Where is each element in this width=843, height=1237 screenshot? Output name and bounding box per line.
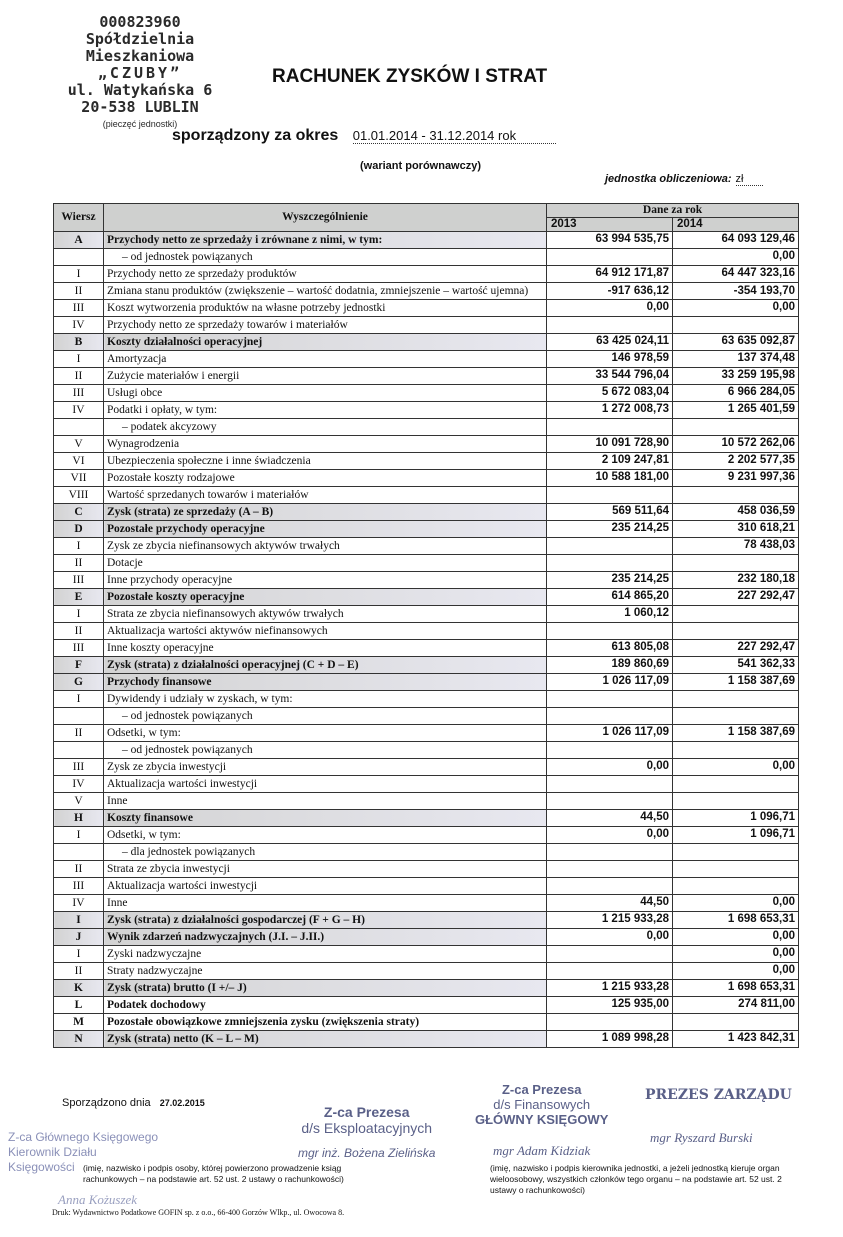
- row-description: Amortyzacja: [104, 351, 547, 368]
- row-description: Zmiana stanu produktów (zwiększenie – wartość dodatnia, zmniejszenie – wartość ujemna): [104, 283, 547, 300]
- table-row: [54, 351, 799, 368]
- row-code: H: [54, 810, 104, 827]
- row-value-2014: 0,00: [673, 759, 799, 776]
- table-row: [54, 640, 799, 657]
- stamp-number: 000823960: [99, 13, 181, 31]
- row-description: Zysk (strata) netto (K – L – M): [104, 1031, 547, 1048]
- table-row: [54, 963, 799, 980]
- row-code: IV: [54, 317, 104, 334]
- row-code: I: [54, 691, 104, 708]
- right-signature-note: (imię, nazwisko i podpis kierownika jednostki, a jeżeli jednostką kieruje organ wieloosobowy, wszystkich członków tego organu – na podstawie art. 52 ust. 2 ustawy o rachunkowości): [490, 1163, 782, 1195]
- chief-accountant-stamp: [475, 1082, 608, 1127]
- row-value-2014: [673, 419, 799, 436]
- table-row: [54, 334, 799, 351]
- row-value-2014: [673, 708, 799, 725]
- row-code: I: [54, 606, 104, 623]
- table-row: [54, 402, 799, 419]
- table-row: [54, 980, 799, 997]
- right-stamp-sub: d/s Finansowych: [493, 1097, 591, 1112]
- stamp-city: 20-538 LUBLIN: [81, 98, 199, 116]
- row-value-2014: 33 259 195,98: [673, 368, 799, 385]
- table-row: [54, 810, 799, 827]
- table-row: [54, 385, 799, 402]
- row-value-2014: [673, 555, 799, 572]
- header-desc: Wyszczególnienie: [104, 204, 547, 232]
- row-description: Ubezpieczenia społeczne i inne świadczenia: [104, 453, 547, 470]
- row-description: Straty nadzwyczajne: [104, 963, 547, 980]
- row-description: Odsetki, w tym:: [104, 725, 547, 742]
- row-description: Strata ze zbycia niefinansowych aktywów trwałych: [104, 606, 547, 623]
- row-description: Strata ze zbycia inwestycji: [104, 861, 547, 878]
- stamp-name2: „CZUBY”: [97, 64, 183, 82]
- row-value-2013: [547, 946, 673, 963]
- row-value-2013: [547, 249, 673, 266]
- table-row: [54, 895, 799, 912]
- mid-stamp-sub: d/s Eksploatacyjnych: [301, 1120, 433, 1136]
- row-value-2014: [673, 793, 799, 810]
- row-code: I: [54, 351, 104, 368]
- period-value: 01.01.2014 - 31.12.2014 rok: [353, 128, 556, 144]
- table-row: [54, 912, 799, 929]
- row-description: Zysk ze zbycia niefinansowych aktywów trwałych: [104, 538, 547, 555]
- row-value-2013: 64 912 171,87: [547, 266, 673, 283]
- row-value-2014: 137 374,48: [673, 351, 799, 368]
- row-value-2014: 458 036,59: [673, 504, 799, 521]
- row-value-2013: [547, 861, 673, 878]
- row-description: Wartość sprzedanych towarów i materiałów: [104, 487, 547, 504]
- table-row: [54, 861, 799, 878]
- row-value-2014: 9 231 997,36: [673, 470, 799, 487]
- row-description: Podatki i opłaty, w tym:: [104, 402, 547, 419]
- row-value-2013: 1 026 117,09: [547, 674, 673, 691]
- president-stamp: PREZES ZARZĄDU: [645, 1087, 792, 1103]
- row-value-2014: 1 158 387,69: [673, 674, 799, 691]
- row-code: [54, 742, 104, 759]
- president-name: mgr Ryszard Burski: [650, 1130, 753, 1145]
- row-description: Przychody netto ze sprzedaży towarów i materiałów: [104, 317, 547, 334]
- prepared-date: [62, 1097, 205, 1109]
- row-description: Pozostałe obowiązkowe zmniejszenia zysku (zwiększenia straty): [104, 1014, 547, 1031]
- row-value-2014: [673, 776, 799, 793]
- table-row: [54, 572, 799, 589]
- row-value-2013: [547, 487, 673, 504]
- row-value-2013: 1 272 008,73: [547, 402, 673, 419]
- row-value-2013: 5 672 083,04: [547, 385, 673, 402]
- row-value-2013: 63 994 535,75: [547, 232, 673, 249]
- date-label: Sporządzono dnia: [62, 1097, 151, 1109]
- row-value-2013: [547, 1014, 673, 1031]
- row-value-2013: 146 978,59: [547, 351, 673, 368]
- row-code: III: [54, 385, 104, 402]
- row-description: Zysk (strata) ze sprzedaży (A – B): [104, 504, 547, 521]
- row-value-2013: [547, 708, 673, 725]
- row-value-2014: 1 265 401,59: [673, 402, 799, 419]
- row-code: II: [54, 368, 104, 385]
- row-code: II: [54, 725, 104, 742]
- row-description: Zyski nadzwyczajne: [104, 946, 547, 963]
- row-description: Koszty finansowe: [104, 810, 547, 827]
- row-value-2014: 1 096,71: [673, 810, 799, 827]
- table-row: [54, 453, 799, 470]
- stamp-caption: (pieczęć jednostki): [102, 119, 178, 129]
- table-row: [54, 504, 799, 521]
- row-code: IV: [54, 402, 104, 419]
- row-value-2013: [547, 793, 673, 810]
- table-row: [54, 946, 799, 963]
- right-stamp-role: GŁÓWNY KSIĘGOWY: [475, 1112, 609, 1127]
- table-row: [54, 538, 799, 555]
- row-value-2014: [673, 691, 799, 708]
- accountant-name: mgr Adam Kidziak: [493, 1143, 591, 1158]
- row-value-2014: [673, 742, 799, 759]
- row-value-2013: -917 636,12: [547, 283, 673, 300]
- row-description: Zużycie materiałów i energii: [104, 368, 547, 385]
- row-code: K: [54, 980, 104, 997]
- mid-stamp-name: mgr inż. Bożena Zielińska: [298, 1146, 436, 1160]
- row-value-2014: 6 966 284,05: [673, 385, 799, 402]
- row-value-2014: 1 423 842,31: [673, 1031, 799, 1048]
- row-code: I: [54, 946, 104, 963]
- row-value-2013: [547, 691, 673, 708]
- row-value-2014: 78 438,03: [673, 538, 799, 555]
- row-value-2014: 0,00: [673, 946, 799, 963]
- row-value-2014: [673, 606, 799, 623]
- period: [172, 127, 556, 145]
- row-code: C: [54, 504, 104, 521]
- row-value-2013: [547, 317, 673, 334]
- row-value-2013: 235 214,25: [547, 572, 673, 589]
- row-code: IV: [54, 776, 104, 793]
- row-code: VII: [54, 470, 104, 487]
- row-code: E: [54, 589, 104, 606]
- row-value-2013: 614 865,20: [547, 589, 673, 606]
- row-value-2013: [547, 776, 673, 793]
- row-value-2014: 227 292,47: [673, 589, 799, 606]
- row-description: Zysk (strata) z działalności gospodarczej (F + G – H): [104, 912, 547, 929]
- row-code: F: [54, 657, 104, 674]
- table-row: [54, 674, 799, 691]
- row-description: Zysk (strata) brutto (I +/– J): [104, 980, 547, 997]
- table-row: [54, 521, 799, 538]
- row-description: Usługi obce: [104, 385, 547, 402]
- variant-note: (wariant porównawczy): [360, 160, 482, 172]
- row-value-2013: 0,00: [547, 759, 673, 776]
- header-year-2014: 2014: [673, 218, 799, 232]
- date-value: 27.02.2015: [159, 1098, 205, 1108]
- row-code: A: [54, 232, 104, 249]
- row-code: I: [54, 538, 104, 555]
- row-value-2014: 541 362,33: [673, 657, 799, 674]
- row-description: Pozostałe koszty rodzajowe: [104, 470, 547, 487]
- row-value-2014: 1 158 387,69: [673, 725, 799, 742]
- row-value-2014: 10 572 262,06: [673, 436, 799, 453]
- row-code: II: [54, 283, 104, 300]
- row-value-2013: [547, 555, 673, 572]
- row-code: VIII: [54, 487, 104, 504]
- header-year-2013: 2013: [547, 218, 673, 232]
- row-code: M: [54, 1014, 104, 1031]
- row-value-2013: [547, 623, 673, 640]
- row-description: Przychody netto ze sprzedaży i zrównane z nimi, w tym:: [104, 232, 547, 249]
- left-signature-note: (imię, nazwisko i podpis osoby, której powierzono prowadzenie ksiąg rachunkowych – na podstawie art. 52 ust. 2 ustawy o rachunkowości): [83, 1163, 344, 1184]
- row-value-2013: 63 425 024,11: [547, 334, 673, 351]
- row-value-2013: [547, 419, 673, 436]
- row-value-2013: 189 860,69: [547, 657, 673, 674]
- row-description: – podatek akcyzowy: [104, 419, 547, 436]
- unit-label: jednostka obliczeniowa:: [605, 173, 732, 185]
- row-code: G: [54, 674, 104, 691]
- row-value-2013: 10 091 728,90: [547, 436, 673, 453]
- row-value-2013: [547, 538, 673, 555]
- row-description: Zysk (strata) z działalności operacyjnej (C + D – E): [104, 657, 547, 674]
- row-description: Inne koszty operacyjne: [104, 640, 547, 657]
- row-code: II: [54, 963, 104, 980]
- row-value-2014: 232 180,18: [673, 572, 799, 589]
- row-description: Inne: [104, 895, 547, 912]
- table-body: [54, 232, 799, 1048]
- table-row: [54, 1014, 799, 1031]
- row-value-2014: 1 096,71: [673, 827, 799, 844]
- row-value-2014: 64 093 129,46: [673, 232, 799, 249]
- income-statement-table: [53, 203, 799, 1048]
- row-code: III: [54, 640, 104, 657]
- table-row: [54, 283, 799, 300]
- row-value-2014: [673, 317, 799, 334]
- row-code: II: [54, 861, 104, 878]
- table-row: [54, 436, 799, 453]
- row-code: VI: [54, 453, 104, 470]
- row-description: – od jednostek powiązanych: [104, 742, 547, 759]
- unit: [605, 173, 763, 185]
- left-signature-name: Anna Kożuszek: [58, 1192, 138, 1207]
- row-code: B: [54, 334, 104, 351]
- table-row: [54, 419, 799, 436]
- row-value-2013: 0,00: [547, 300, 673, 317]
- document-title: RACHUNEK ZYSKÓW I STRAT: [272, 66, 548, 87]
- row-code: I: [54, 912, 104, 929]
- row-code: [54, 844, 104, 861]
- row-description: Aktualizacja wartości aktywów niefinansowych: [104, 623, 547, 640]
- row-description: Dotacje: [104, 555, 547, 572]
- row-code: V: [54, 793, 104, 810]
- unit-value: zł: [736, 173, 764, 186]
- table-row: [54, 997, 799, 1014]
- row-code: IV: [54, 895, 104, 912]
- row-value-2013: 1 060,12: [547, 606, 673, 623]
- row-value-2014: -354 193,70: [673, 283, 799, 300]
- row-value-2013: 10 588 181,00: [547, 470, 673, 487]
- row-value-2014: [673, 623, 799, 640]
- chief-accountant-deputy-stamp: Z-ca Głównego Księgowego Kierownik Działu Księgowości: [8, 1130, 159, 1174]
- row-value-2014: [673, 861, 799, 878]
- row-value-2013: 2 109 247,81: [547, 453, 673, 470]
- row-value-2014: 0,00: [673, 895, 799, 912]
- row-code: J: [54, 929, 104, 946]
- table-row: [54, 623, 799, 640]
- row-description: Podatek dochodowy: [104, 997, 547, 1014]
- row-value-2014: 0,00: [673, 963, 799, 980]
- row-description: Pozostałe przychody operacyjne: [104, 521, 547, 538]
- row-description: Dywidendy i udziały w zyskach, w tym:: [104, 691, 547, 708]
- row-description: Aktualizacja wartości inwestycji: [104, 776, 547, 793]
- table-row: [54, 470, 799, 487]
- row-value-2013: 1 089 998,28: [547, 1031, 673, 1048]
- table-row: [54, 708, 799, 725]
- entity-stamp: [30, 14, 250, 133]
- row-code: II: [54, 555, 104, 572]
- table-row: [54, 589, 799, 606]
- row-description: Przychody finansowe: [104, 674, 547, 691]
- row-value-2013: 44,50: [547, 895, 673, 912]
- row-value-2013: 1 215 933,28: [547, 980, 673, 997]
- header-row: Wiersz: [54, 204, 104, 232]
- row-description: – od jednostek powiązanych: [104, 708, 547, 725]
- row-description: Inne: [104, 793, 547, 810]
- row-value-2014: 1 698 653,31: [673, 980, 799, 997]
- mid-stamp-title: Z-ca Prezesa: [323, 1104, 410, 1120]
- row-code: V: [54, 436, 104, 453]
- table-row: [54, 487, 799, 504]
- row-value-2013: 1 215 933,28: [547, 912, 673, 929]
- table-row: [54, 368, 799, 385]
- table-row: [54, 725, 799, 742]
- row-value-2014: 63 635 092,87: [673, 334, 799, 351]
- table-row: [54, 759, 799, 776]
- row-code: L: [54, 997, 104, 1014]
- table-row: [54, 827, 799, 844]
- stamp-name: Spółdzielnia Mieszkaniowa: [85, 30, 195, 65]
- row-value-2014: [673, 878, 799, 895]
- table-row: [54, 929, 799, 946]
- table-row: [54, 300, 799, 317]
- row-code: I: [54, 827, 104, 844]
- row-value-2013: 569 511,64: [547, 504, 673, 521]
- row-description: Zysk ze zbycia inwestycji: [104, 759, 547, 776]
- row-code: D: [54, 521, 104, 538]
- row-value-2014: 2 202 577,35: [673, 453, 799, 470]
- row-description: – dla jednostek powiązanych: [104, 844, 547, 861]
- right-stamp-title: Z-ca Prezesa: [501, 1082, 582, 1097]
- row-description: Pozostałe koszty operacyjne: [104, 589, 547, 606]
- stamp-street: ul. Watykańska 6: [67, 81, 213, 99]
- row-code: [54, 708, 104, 725]
- row-code: III: [54, 572, 104, 589]
- row-value-2014: [673, 487, 799, 504]
- row-value-2014: 0,00: [673, 929, 799, 946]
- vice-president-stamp: [298, 1104, 435, 1160]
- row-value-2013: [547, 742, 673, 759]
- table-row: [54, 878, 799, 895]
- row-value-2013: 0,00: [547, 827, 673, 844]
- row-value-2013: 44,50: [547, 810, 673, 827]
- row-code: III: [54, 300, 104, 317]
- row-value-2013: 125 935,00: [547, 997, 673, 1014]
- row-value-2014: 227 292,47: [673, 640, 799, 657]
- row-value-2014: 274 811,00: [673, 997, 799, 1014]
- table-row: [54, 742, 799, 759]
- table-row: [54, 266, 799, 283]
- row-value-2013: [547, 878, 673, 895]
- table-row: [54, 657, 799, 674]
- row-code: I: [54, 266, 104, 283]
- row-code: [54, 419, 104, 436]
- row-value-2014: [673, 844, 799, 861]
- row-value-2014: 0,00: [673, 249, 799, 266]
- row-code: III: [54, 759, 104, 776]
- row-code: II: [54, 623, 104, 640]
- row-value-2014: [673, 1014, 799, 1031]
- header-data: Dane za rok: [547, 204, 799, 218]
- row-description: Koszty działalności operacyjnej: [104, 334, 547, 351]
- table-row: [54, 691, 799, 708]
- row-value-2014: 0,00: [673, 300, 799, 317]
- row-description: Koszt wytworzenia produktów na własne potrzeby jednostki: [104, 300, 547, 317]
- table-row: [54, 249, 799, 266]
- table-row: [54, 606, 799, 623]
- row-description: – od jednostek powiązanych: [104, 249, 547, 266]
- row-value-2013: [547, 963, 673, 980]
- printer-note: Druk: Wydawnictwo Podatkowe GOFIN sp. z o.o., 66-400 Gorzów Wlkp., ul. Owocowa 8.: [52, 1208, 345, 1217]
- row-value-2013: 613 805,08: [547, 640, 673, 657]
- table-row: [54, 232, 799, 249]
- row-description: Aktualizacja wartości inwestycji: [104, 878, 547, 895]
- table-row: [54, 555, 799, 572]
- period-label: sporządzony za okres: [172, 127, 339, 144]
- row-value-2013: 1 026 117,09: [547, 725, 673, 742]
- row-description: Przychody netto ze sprzedaży produktów: [104, 266, 547, 283]
- row-description: Inne przychody operacyjne: [104, 572, 547, 589]
- table-row: [54, 844, 799, 861]
- row-value-2013: 0,00: [547, 929, 673, 946]
- row-value-2014: 310 618,21: [673, 521, 799, 538]
- table-row: [54, 317, 799, 334]
- row-code: N: [54, 1031, 104, 1048]
- row-description: Odsetki, w tym:: [104, 827, 547, 844]
- row-value-2014: 1 698 653,31: [673, 912, 799, 929]
- row-value-2013: 235 214,25: [547, 521, 673, 538]
- row-value-2013: [547, 844, 673, 861]
- row-description: Wynik zdarzeń nadzwyczajnych (J.I. – J.II.): [104, 929, 547, 946]
- table-row: [54, 1031, 799, 1048]
- row-code: [54, 249, 104, 266]
- table-row: [54, 776, 799, 793]
- row-value-2014: 64 447 323,16: [673, 266, 799, 283]
- row-code: III: [54, 878, 104, 895]
- row-description: Wynagrodzenia: [104, 436, 547, 453]
- row-value-2013: 33 544 796,04: [547, 368, 673, 385]
- table-row: [54, 793, 799, 810]
